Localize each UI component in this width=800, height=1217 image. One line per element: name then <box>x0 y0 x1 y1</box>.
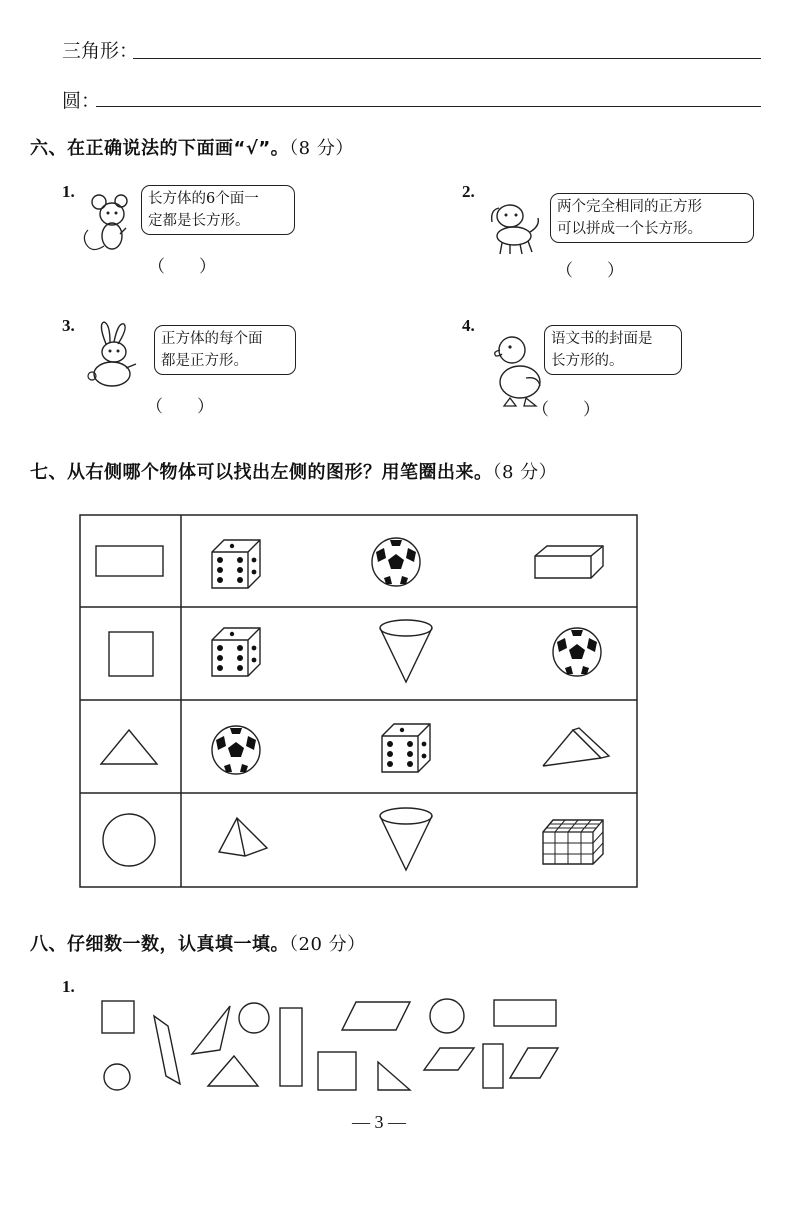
dice-object <box>212 628 260 676</box>
section6-heading: 六、在正确说法的下面画“√”。（8 分） <box>30 138 354 159</box>
shape-circle <box>239 1003 269 1033</box>
page-number: — 3 — <box>352 1112 406 1132</box>
item-number-2: 2. <box>462 182 475 201</box>
speech-bubble-2: 两个完全相同的正方形 可以拼成一个长方形。 <box>550 193 754 243</box>
pyramid-object <box>219 818 267 856</box>
target-rectangle <box>96 546 163 576</box>
item-number-4: 4. <box>462 316 475 335</box>
dice-object <box>212 540 260 588</box>
answer-slot-1[interactable]: （ ） <box>148 257 216 277</box>
target-circle <box>103 814 155 866</box>
section8-heading: 八、仔细数一数，认真填一填。（20 分） <box>30 934 366 955</box>
soccer-ball-object <box>372 538 420 586</box>
answer-slot-4[interactable]: （ ） <box>532 400 600 420</box>
mouse-icon <box>82 188 142 258</box>
triangular-prism-object <box>543 728 609 766</box>
cube-grid-object <box>543 820 603 864</box>
shapes-count-figure <box>96 996 566 1096</box>
section7-heading: 七、从右侧哪个物体可以找出左侧的图形？用笔圈出来。（8 分） <box>30 462 558 483</box>
fill-line-triangle[interactable] <box>133 58 761 59</box>
shape-parallelogram <box>424 1048 474 1070</box>
shape-square <box>318 1052 356 1090</box>
fill-label-circle: 圆： <box>62 90 101 112</box>
shape-rectangle <box>494 1000 556 1026</box>
speech-bubble-4: 语文书的封面是 长方形的。 <box>544 325 682 375</box>
soccer-ball-object <box>553 628 601 676</box>
shape-matching-table <box>79 514 639 889</box>
speech-bubble-1: 长方体的6个面一 定都是长方形。 <box>141 185 295 235</box>
rabbit-icon <box>84 320 150 390</box>
shape-triangle <box>192 1006 230 1054</box>
cuboid-box-object <box>535 546 603 578</box>
speech-bubble-3: 正方体的每个面 都是正方形。 <box>154 325 296 375</box>
fill-line-circle[interactable] <box>96 106 761 107</box>
dice-object <box>382 724 430 772</box>
shape-circle <box>104 1064 130 1090</box>
fill-label-triangle: 三角形： <box>62 40 139 62</box>
shape-parallelogram <box>342 1002 410 1030</box>
answer-slot-2[interactable]: （ ） <box>556 261 624 281</box>
shape-parallelogram <box>154 1016 180 1084</box>
dog-icon <box>484 196 546 258</box>
shape-rectangle <box>280 1008 302 1086</box>
item-number-3: 3. <box>62 316 75 335</box>
shape-triangle <box>208 1056 258 1086</box>
shape-circle <box>430 999 464 1033</box>
answer-slot-3[interactable]: （ ） <box>146 397 214 417</box>
shape-triangle <box>378 1062 410 1090</box>
target-triangle <box>101 730 157 764</box>
shape-square <box>102 1001 134 1033</box>
cone-object <box>380 808 432 870</box>
item-number-1: 1. <box>62 182 75 201</box>
soccer-ball-object <box>212 726 260 774</box>
section8-item-number: 1. <box>62 977 75 996</box>
shape-parallelogram <box>510 1048 558 1078</box>
target-square <box>109 632 153 676</box>
cone-object <box>380 620 432 682</box>
shape-rectangle <box>483 1044 503 1088</box>
